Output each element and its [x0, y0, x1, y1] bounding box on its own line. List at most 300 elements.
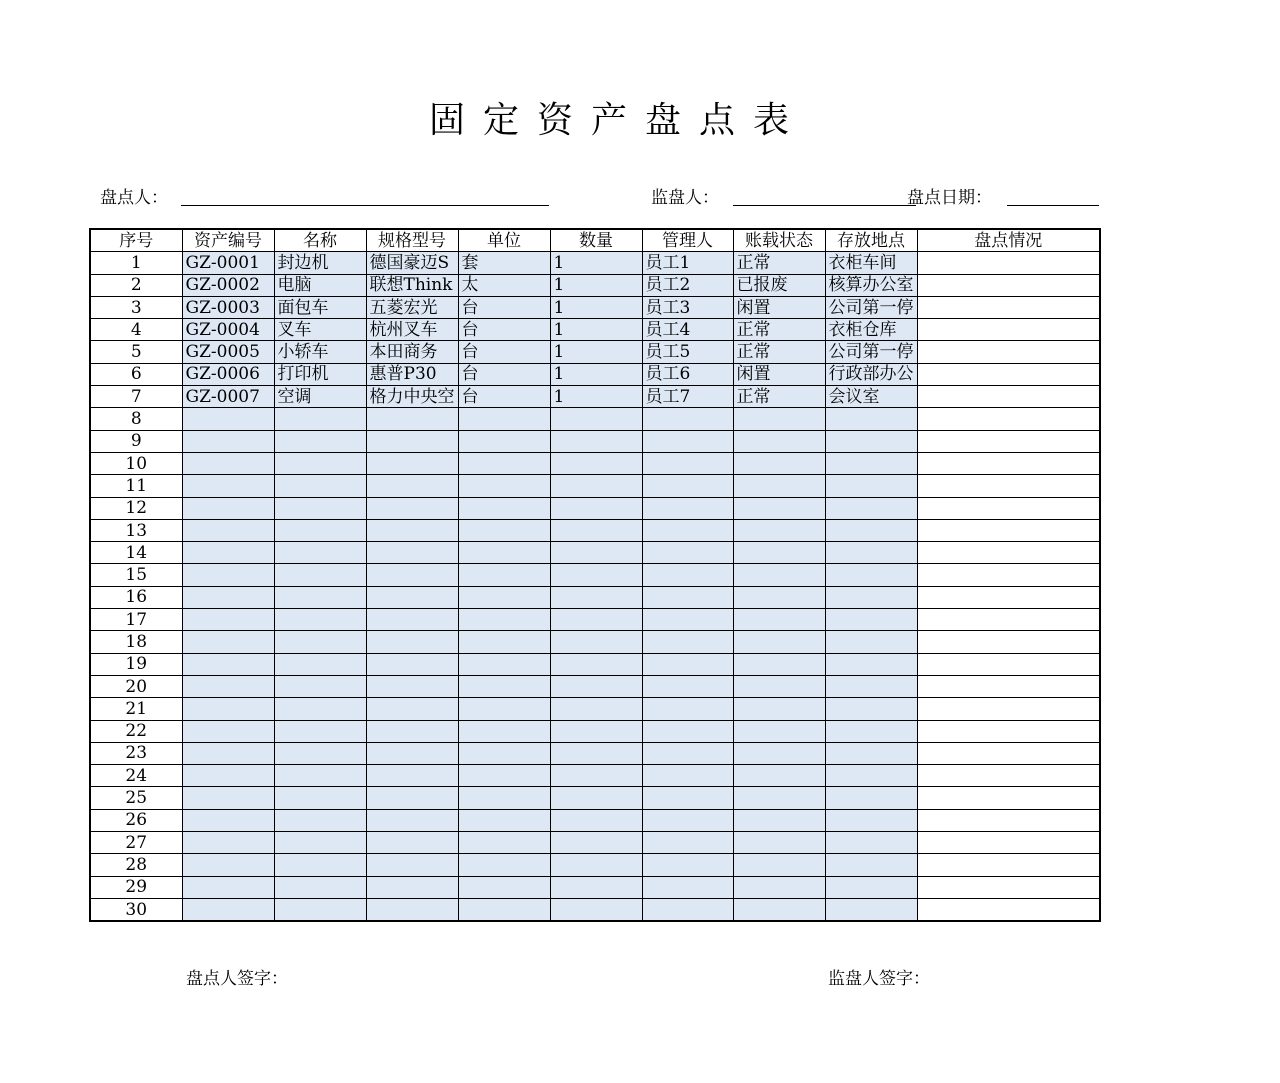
cell-code[interactable] — [182, 475, 274, 497]
cell-spec[interactable] — [366, 564, 458, 586]
cell-manager[interactable]: 员工1 — [642, 252, 733, 274]
cell-code[interactable] — [182, 675, 274, 697]
cell-qty[interactable]: 1 — [550, 341, 642, 363]
cell-no: 6 — [90, 363, 182, 385]
cell-spec[interactable]: 惠普P30 — [366, 363, 458, 385]
cell-qty[interactable] — [550, 564, 642, 586]
cell-name[interactable] — [274, 542, 366, 564]
cell-spec[interactable] — [366, 876, 458, 898]
cell-result[interactable] — [917, 720, 1100, 742]
cell-spec[interactable] — [366, 653, 458, 675]
cell-code[interactable] — [182, 542, 274, 564]
cell-result[interactable] — [917, 675, 1100, 697]
cell-qty[interactable]: 1 — [550, 296, 642, 318]
cell-location[interactable] — [825, 854, 917, 876]
cell-no: 16 — [90, 586, 182, 608]
cell-unit[interactable] — [458, 475, 550, 497]
cell-code[interactable] — [182, 586, 274, 608]
cell-code[interactable] — [182, 631, 274, 653]
cell-code[interactable] — [182, 452, 274, 474]
cell-unit[interactable] — [458, 787, 550, 809]
cell-unit[interactable] — [458, 609, 550, 631]
cell-code[interactable]: GZ-0003 — [182, 296, 274, 318]
cell-code[interactable] — [182, 854, 274, 876]
cell-result[interactable] — [917, 363, 1100, 385]
cell-no: 5 — [90, 341, 182, 363]
cell-location[interactable] — [825, 609, 917, 631]
cell-location[interactable] — [825, 542, 917, 564]
cell-unit[interactable] — [458, 898, 550, 921]
cell-manager[interactable] — [642, 430, 733, 452]
cell-manager[interactable] — [642, 765, 733, 787]
cell-spec[interactable] — [366, 832, 458, 854]
cell-spec[interactable] — [366, 430, 458, 452]
cell-spec[interactable] — [366, 542, 458, 564]
cell-spec[interactable] — [366, 408, 458, 430]
cell-location[interactable] — [825, 742, 917, 764]
cell-spec[interactable] — [366, 787, 458, 809]
cell-unit[interactable]: 太 — [458, 274, 550, 296]
table-row — [90, 452, 1100, 474]
cell-unit[interactable] — [458, 519, 550, 541]
cell-location[interactable] — [825, 497, 917, 519]
header-row — [90, 229, 1100, 252]
cell-manager[interactable]: 员工5 — [642, 341, 733, 363]
cell-no: 2 — [90, 274, 182, 296]
cell-manager[interactable] — [642, 542, 733, 564]
cell-code[interactable]: GZ-0006 — [182, 363, 274, 385]
cell-name[interactable] — [274, 497, 366, 519]
cell-result[interactable] — [917, 787, 1100, 809]
cell-result[interactable] — [917, 452, 1100, 474]
cell-location[interactable]: 核算办公室 — [825, 274, 917, 296]
cell-result[interactable] — [917, 832, 1100, 854]
cell-unit[interactable] — [458, 765, 550, 787]
cell-unit[interactable]: 台 — [458, 341, 550, 363]
cell-unit[interactable] — [458, 430, 550, 452]
cell-status[interactable] — [733, 497, 825, 519]
cell-result[interactable] — [917, 319, 1100, 341]
cell-spec[interactable] — [366, 475, 458, 497]
cell-result[interactable] — [917, 519, 1100, 541]
cell-unit[interactable] — [458, 876, 550, 898]
cell-manager[interactable] — [642, 653, 733, 675]
cell-qty[interactable] — [550, 452, 642, 474]
cell-spec[interactable] — [366, 675, 458, 697]
cell-result[interactable] — [917, 497, 1100, 519]
cell-result[interactable] — [917, 898, 1100, 921]
cell-spec[interactable] — [366, 809, 458, 831]
cell-code[interactable] — [182, 653, 274, 675]
cell-spec[interactable] — [366, 452, 458, 474]
cell-code[interactable] — [182, 519, 274, 541]
cell-status[interactable]: 正常 — [733, 252, 825, 274]
cell-code[interactable] — [182, 430, 274, 452]
cell-status[interactable] — [733, 854, 825, 876]
cell-manager[interactable]: 员工2 — [642, 274, 733, 296]
cell-result[interactable] — [917, 274, 1100, 296]
table-row — [90, 854, 1100, 876]
cell-name[interactable]: 面包车 — [274, 296, 366, 318]
table-row — [90, 698, 1100, 720]
counter-label: 盘点人： — [100, 188, 168, 208]
cell-qty[interactable] — [550, 742, 642, 764]
cell-result[interactable] — [917, 408, 1100, 430]
table-row — [90, 497, 1100, 519]
cell-name[interactable] — [274, 720, 366, 742]
cell-status[interactable] — [733, 787, 825, 809]
cell-result[interactable] — [917, 430, 1100, 452]
cell-qty[interactable] — [550, 408, 642, 430]
cell-result[interactable] — [917, 586, 1100, 608]
cell-status[interactable] — [733, 609, 825, 631]
cell-qty[interactable]: 1 — [550, 363, 642, 385]
cell-qty[interactable] — [550, 609, 642, 631]
cell-no: 18 — [90, 631, 182, 653]
counter-signature-label: 盘点人签字： — [186, 969, 288, 989]
cell-manager[interactable] — [642, 475, 733, 497]
cell-name[interactable] — [274, 675, 366, 697]
cell-code[interactable] — [182, 832, 274, 854]
cell-location[interactable] — [825, 430, 917, 452]
cell-manager[interactable]: 员工4 — [642, 319, 733, 341]
cell-unit[interactable]: 台 — [458, 319, 550, 341]
cell-qty[interactable] — [550, 542, 642, 564]
cell-result[interactable] — [917, 653, 1100, 675]
cell-qty[interactable] — [550, 675, 642, 697]
cell-location[interactable]: 行政部办公 — [825, 363, 917, 385]
cell-status[interactable] — [733, 876, 825, 898]
cell-manager[interactable] — [642, 519, 733, 541]
cell-unit[interactable] — [458, 542, 550, 564]
cell-spec[interactable] — [366, 765, 458, 787]
cell-manager[interactable] — [642, 787, 733, 809]
inventory-table — [89, 228, 1101, 922]
cell-unit[interactable] — [458, 653, 550, 675]
cell-location[interactable]: 公司第一停 — [825, 341, 917, 363]
cell-status[interactable] — [733, 765, 825, 787]
cell-code[interactable] — [182, 742, 274, 764]
column-header: 数量 — [550, 229, 642, 252]
cell-code[interactable] — [182, 609, 274, 631]
table-row — [90, 898, 1100, 921]
cell-result[interactable] — [917, 809, 1100, 831]
supervisor-input-line[interactable] — [733, 205, 916, 206]
cell-location[interactable]: 会议室 — [825, 386, 917, 408]
cell-status[interactable] — [733, 832, 825, 854]
cell-name[interactable] — [274, 430, 366, 452]
cell-spec[interactable]: 杭州叉车 — [366, 319, 458, 341]
cell-code[interactable] — [182, 787, 274, 809]
cell-code[interactable] — [182, 898, 274, 921]
cell-unit[interactable]: 台 — [458, 386, 550, 408]
cell-result[interactable] — [917, 475, 1100, 497]
cell-result[interactable] — [917, 698, 1100, 720]
cell-spec[interactable]: 格力中央空 — [366, 386, 458, 408]
cell-status[interactable] — [733, 898, 825, 921]
cell-status[interactable] — [733, 653, 825, 675]
cell-qty[interactable] — [550, 497, 642, 519]
cell-manager[interactable]: 员工7 — [642, 386, 733, 408]
cell-location[interactable]: 衣柜仓库 — [825, 319, 917, 341]
cell-name[interactable] — [274, 787, 366, 809]
cell-qty[interactable]: 1 — [550, 274, 642, 296]
cell-name[interactable] — [274, 832, 366, 854]
table-row — [90, 252, 1100, 274]
cell-manager[interactable] — [642, 809, 733, 831]
cell-name[interactable] — [274, 698, 366, 720]
cell-location[interactable] — [825, 675, 917, 697]
cell-qty[interactable] — [550, 586, 642, 608]
cell-unit[interactable] — [458, 698, 550, 720]
cell-unit[interactable] — [458, 809, 550, 831]
cell-manager[interactable] — [642, 609, 733, 631]
cell-name[interactable]: 空调 — [274, 386, 366, 408]
cell-location[interactable] — [825, 631, 917, 653]
cell-spec[interactable] — [366, 742, 458, 764]
cell-unit[interactable] — [458, 497, 550, 519]
cell-qty[interactable] — [550, 876, 642, 898]
cell-result[interactable] — [917, 854, 1100, 876]
cell-location[interactable] — [825, 653, 917, 675]
cell-location[interactable] — [825, 408, 917, 430]
cell-status[interactable] — [733, 564, 825, 586]
cell-spec[interactable] — [366, 898, 458, 921]
cell-result[interactable] — [917, 742, 1100, 764]
cell-name[interactable] — [274, 564, 366, 586]
cell-name[interactable] — [274, 653, 366, 675]
cell-status[interactable]: 正常 — [733, 341, 825, 363]
cell-spec[interactable]: 德国豪迈S — [366, 252, 458, 274]
cell-spec[interactable] — [366, 609, 458, 631]
cell-qty[interactable]: 1 — [550, 252, 642, 274]
cell-manager[interactable] — [642, 564, 733, 586]
cell-qty[interactable] — [550, 898, 642, 921]
cell-unit[interactable] — [458, 832, 550, 854]
cell-code[interactable] — [182, 876, 274, 898]
cell-result[interactable] — [917, 609, 1100, 631]
cell-code[interactable]: GZ-0004 — [182, 319, 274, 341]
cell-status[interactable] — [733, 430, 825, 452]
date-input-line[interactable] — [1007, 205, 1099, 206]
cell-qty[interactable] — [550, 475, 642, 497]
table-row — [90, 408, 1100, 430]
cell-manager[interactable] — [642, 452, 733, 474]
cell-qty[interactable]: 1 — [550, 386, 642, 408]
cell-spec[interactable]: 本田商务 — [366, 341, 458, 363]
cell-status[interactable]: 已报废 — [733, 274, 825, 296]
cell-location[interactable]: 公司第一停 — [825, 296, 917, 318]
cell-location[interactable]: 衣柜车间 — [825, 252, 917, 274]
cell-code[interactable]: GZ-0001 — [182, 252, 274, 274]
cell-status[interactable]: 闲置 — [733, 296, 825, 318]
cell-status[interactable] — [733, 542, 825, 564]
cell-name[interactable]: 小轿车 — [274, 341, 366, 363]
cell-status[interactable] — [733, 742, 825, 764]
cell-status[interactable]: 正常 — [733, 319, 825, 341]
cell-name[interactable] — [274, 898, 366, 921]
cell-location[interactable] — [825, 452, 917, 474]
cell-result[interactable] — [917, 386, 1100, 408]
cell-qty[interactable] — [550, 653, 642, 675]
cell-qty[interactable]: 1 — [550, 319, 642, 341]
cell-qty[interactable] — [550, 430, 642, 452]
counter-input-line[interactable] — [181, 205, 549, 206]
cell-manager[interactable] — [642, 497, 733, 519]
cell-name[interactable]: 打印机 — [274, 363, 366, 385]
cell-result[interactable] — [917, 252, 1100, 274]
table-row — [90, 274, 1100, 296]
cell-location[interactable] — [825, 765, 917, 787]
cell-status[interactable] — [733, 720, 825, 742]
cell-manager[interactable] — [642, 832, 733, 854]
cell-qty[interactable] — [550, 698, 642, 720]
cell-status[interactable] — [733, 675, 825, 697]
cell-result[interactable] — [917, 542, 1100, 564]
cell-spec[interactable] — [366, 631, 458, 653]
cell-location[interactable] — [825, 720, 917, 742]
cell-qty[interactable] — [550, 720, 642, 742]
cell-name[interactable]: 叉车 — [274, 319, 366, 341]
table-row — [90, 742, 1100, 764]
cell-no: 11 — [90, 475, 182, 497]
cell-unit[interactable] — [458, 586, 550, 608]
cell-name[interactable] — [274, 876, 366, 898]
cell-qty[interactable] — [550, 519, 642, 541]
cell-no: 8 — [90, 408, 182, 430]
cell-location[interactable] — [825, 809, 917, 831]
cell-code[interactable]: GZ-0005 — [182, 341, 274, 363]
cell-name[interactable] — [274, 809, 366, 831]
cell-spec[interactable] — [366, 586, 458, 608]
cell-manager[interactable] — [642, 854, 733, 876]
cell-result[interactable] — [917, 564, 1100, 586]
cell-qty[interactable] — [550, 787, 642, 809]
cell-location[interactable] — [825, 564, 917, 586]
cell-spec[interactable] — [366, 497, 458, 519]
cell-name[interactable]: 封边机 — [274, 252, 366, 274]
cell-qty[interactable] — [550, 809, 642, 831]
cell-code[interactable]: GZ-0002 — [182, 274, 274, 296]
cell-location[interactable] — [825, 876, 917, 898]
cell-manager[interactable]: 员工3 — [642, 296, 733, 318]
cell-code[interactable] — [182, 765, 274, 787]
cell-status[interactable] — [733, 809, 825, 831]
cell-unit[interactable] — [458, 631, 550, 653]
column-header: 账载状态 — [733, 229, 825, 252]
cell-location[interactable] — [825, 698, 917, 720]
cell-location[interactable] — [825, 832, 917, 854]
cell-unit[interactable] — [458, 742, 550, 764]
cell-unit[interactable] — [458, 720, 550, 742]
cell-manager[interactable] — [642, 408, 733, 430]
cell-no: 4 — [90, 319, 182, 341]
cell-spec[interactable] — [366, 698, 458, 720]
cell-location[interactable] — [825, 586, 917, 608]
cell-manager[interactable] — [642, 742, 733, 764]
cell-manager[interactable] — [642, 586, 733, 608]
cell-spec[interactable]: 联想Think — [366, 274, 458, 296]
cell-status[interactable] — [733, 475, 825, 497]
cell-status[interactable] — [733, 408, 825, 430]
cell-manager[interactable] — [642, 631, 733, 653]
cell-unit[interactable] — [458, 564, 550, 586]
cell-no: 15 — [90, 564, 182, 586]
cell-unit[interactable] — [458, 452, 550, 474]
cell-status[interactable] — [733, 452, 825, 474]
cell-manager[interactable] — [642, 876, 733, 898]
cell-code[interactable]: GZ-0007 — [182, 386, 274, 408]
cell-code[interactable] — [182, 720, 274, 742]
cell-name[interactable] — [274, 408, 366, 430]
cell-code[interactable] — [182, 497, 274, 519]
cell-status[interactable]: 正常 — [733, 386, 825, 408]
cell-unit[interactable] — [458, 675, 550, 697]
cell-no: 29 — [90, 876, 182, 898]
cell-spec[interactable]: 五菱宏光 — [366, 296, 458, 318]
cell-qty[interactable] — [550, 765, 642, 787]
cell-manager[interactable]: 员工6 — [642, 363, 733, 385]
cell-status[interactable] — [733, 631, 825, 653]
cell-name[interactable] — [274, 609, 366, 631]
cell-manager[interactable] — [642, 898, 733, 921]
cell-name[interactable] — [274, 475, 366, 497]
cell-result[interactable] — [917, 765, 1100, 787]
cell-no: 7 — [90, 386, 182, 408]
cell-result[interactable] — [917, 296, 1100, 318]
cell-qty[interactable] — [550, 631, 642, 653]
cell-manager[interactable] — [642, 675, 733, 697]
cell-name[interactable] — [274, 452, 366, 474]
cell-spec[interactable] — [366, 720, 458, 742]
cell-spec[interactable] — [366, 519, 458, 541]
cell-manager[interactable] — [642, 720, 733, 742]
cell-location[interactable] — [825, 519, 917, 541]
cell-result[interactable] — [917, 631, 1100, 653]
cell-status[interactable] — [733, 698, 825, 720]
cell-code[interactable] — [182, 698, 274, 720]
cell-status[interactable]: 闲置 — [733, 363, 825, 385]
cell-unit[interactable]: 套 — [458, 252, 550, 274]
column-header: 序号 — [90, 229, 182, 252]
cell-name[interactable] — [274, 854, 366, 876]
cell-unit[interactable]: 台 — [458, 363, 550, 385]
cell-name[interactable]: 电脑 — [274, 274, 366, 296]
cell-name[interactable] — [274, 631, 366, 653]
cell-location[interactable] — [825, 787, 917, 809]
cell-spec[interactable] — [366, 854, 458, 876]
cell-unit[interactable] — [458, 408, 550, 430]
cell-code[interactable] — [182, 809, 274, 831]
cell-result[interactable] — [917, 876, 1100, 898]
cell-name[interactable] — [274, 586, 366, 608]
cell-name[interactable] — [274, 742, 366, 764]
cell-code[interactable] — [182, 564, 274, 586]
cell-location[interactable] — [825, 475, 917, 497]
cell-unit[interactable] — [458, 854, 550, 876]
cell-unit[interactable]: 台 — [458, 296, 550, 318]
cell-name[interactable] — [274, 519, 366, 541]
cell-status[interactable] — [733, 586, 825, 608]
cell-qty[interactable] — [550, 854, 642, 876]
cell-status[interactable] — [733, 519, 825, 541]
cell-name[interactable] — [274, 765, 366, 787]
cell-result[interactable] — [917, 341, 1100, 363]
cell-manager[interactable] — [642, 698, 733, 720]
cell-qty[interactable] — [550, 832, 642, 854]
cell-location[interactable] — [825, 898, 917, 921]
cell-code[interactable] — [182, 408, 274, 430]
